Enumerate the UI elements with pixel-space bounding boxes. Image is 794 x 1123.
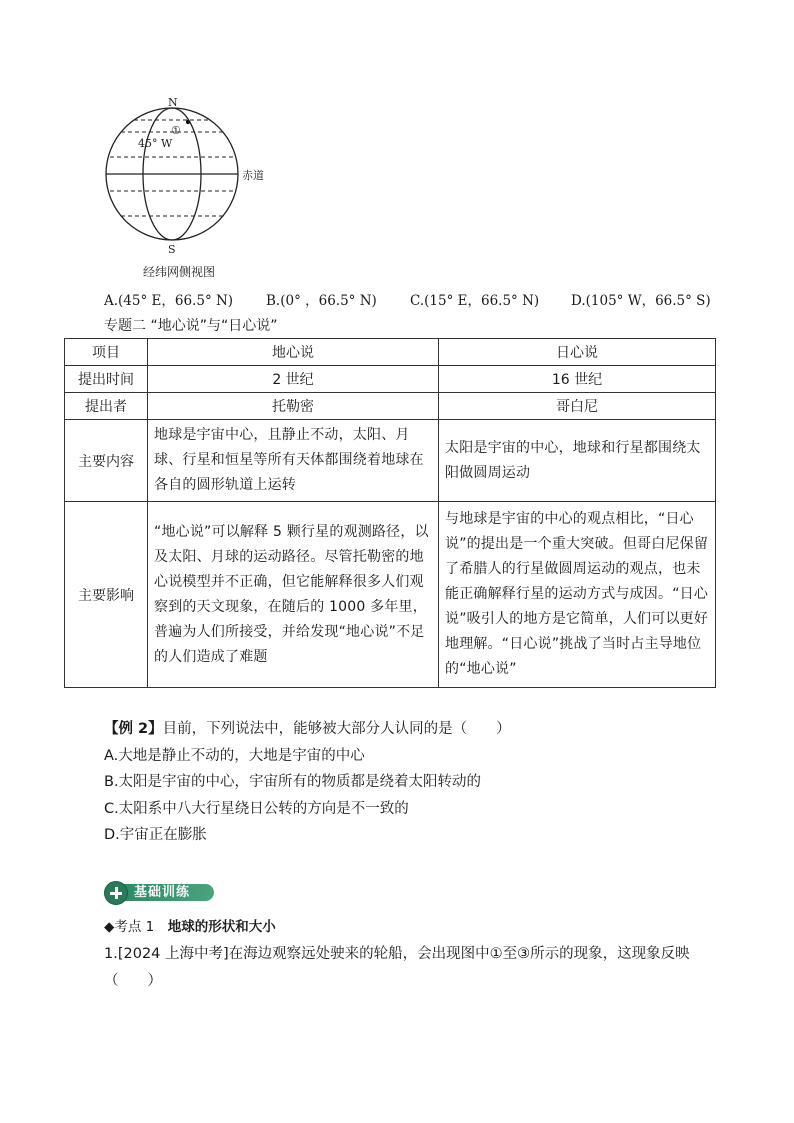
cell-text: 地球是宇宙中心，且静止不动，太阳、月球、行星和恒星等所有天体都围绕着地球在各自的圆形轨道上运转 xyxy=(154,427,424,493)
example-2 xyxy=(104,716,511,849)
question-1: 1.[2024 上海中考]在海边观察远处驶来的轮船，会出现图中①至③所示的现象，这现象反映（ ） xyxy=(104,946,690,989)
table-header-row xyxy=(65,339,716,366)
example-option-a: A.大地是静止不动的，大地是宇宙的中心 xyxy=(104,747,365,764)
globe-side-view-figure xyxy=(100,95,290,280)
table-row xyxy=(65,393,716,420)
header-heliocentric: 日心说 xyxy=(439,339,716,366)
example-option-d: D.宇宙正在膨胀 xyxy=(104,827,207,843)
south-label: S xyxy=(168,243,176,256)
example-option-b: B.太阳是宇宙的中心，宇宙所有的物质都是绕着太阳转动的 xyxy=(104,774,482,790)
table-row xyxy=(65,366,716,393)
longitude-label: 45° W xyxy=(138,137,173,150)
cell-text: 太阳是宇宙的中心，地球和行星都围绕太阳做圆周运动 xyxy=(445,439,701,481)
table-row xyxy=(65,420,716,502)
option-a: A.(45° E，66.5° N) xyxy=(104,293,234,309)
row-label: 主要内容 xyxy=(65,420,148,502)
example-label: 【例 2】 xyxy=(104,721,163,737)
cell-geocentric: 托勒密 xyxy=(148,393,439,420)
option-d: D.(105° W，66.5° S) xyxy=(571,293,711,309)
banner-label: 基础训练 xyxy=(122,884,214,901)
option-b: B.(0° ，66.5° N) xyxy=(266,293,377,309)
comparison-table xyxy=(64,338,716,688)
cell-geocentric: 2 世纪 xyxy=(148,366,439,393)
cell-heliocentric xyxy=(439,502,716,688)
cell-heliocentric: 16 世纪 xyxy=(439,366,716,393)
table-row xyxy=(65,502,716,688)
equator-label: 赤道 xyxy=(242,169,264,182)
option-c: C.(15° E，66.5° N) xyxy=(410,293,540,309)
section-banner xyxy=(104,881,219,905)
answer-options xyxy=(104,289,711,309)
row-label: 提出者 xyxy=(65,393,148,420)
exam-point xyxy=(104,915,276,935)
cell-geocentric xyxy=(148,502,439,688)
globe-diagram xyxy=(100,95,290,280)
point-marker xyxy=(186,120,190,124)
row-label: 主要影响 xyxy=(65,502,148,688)
header-item: 项目 xyxy=(65,339,148,366)
north-label: N xyxy=(168,96,178,109)
cell-text: 与地球是宇宙的中心的观点相比，“日心说”的提出是一个重大突破。但哥白尼保留了希腊人的行星做圆周运动的观点，也未能正确解释行星的运动方式与成因。“日心说”吸引人的地方是它简单，人们可以更好地理解。“日心说”挑战了当时占主导地位的“地心说” xyxy=(445,511,709,677)
topic-title: 专题二 “地心说”与“日心说” xyxy=(104,318,278,334)
exam-point-title: 地球的形状和大小 xyxy=(167,919,276,935)
point-marker-label: ① xyxy=(171,124,181,137)
cell-heliocentric: 哥白尼 xyxy=(439,393,716,420)
exam-point-prefix: ◆考点 1 xyxy=(104,919,168,935)
cell-text: “地心说”可以解释 5 颗行星的观测路径，以及太阳、月球的运动路径。尽管托勒密的地心说模型并不正确，但它能解释很多人们观察到的天文现象，在随后的 1000 多年里，普遍为人们所接受，并给发现“地心说”不足的人们造成了难题 xyxy=(154,523,429,665)
header-geocentric: 地心说 xyxy=(148,339,439,366)
example-question-text: 目前，下列说法中，能够被大部分人认同的是（ ） xyxy=(162,721,511,737)
row-label: 提出时间 xyxy=(65,366,148,393)
example-option-c: C.太阳系中八大行星绕日公转的方向是不一致的 xyxy=(104,800,409,817)
plus-circle-icon xyxy=(104,881,128,905)
figure-caption: 经纬网侧视图 xyxy=(143,265,216,279)
cell-geocentric xyxy=(148,420,439,502)
example-question xyxy=(104,716,511,743)
cell-heliocentric xyxy=(439,420,716,502)
